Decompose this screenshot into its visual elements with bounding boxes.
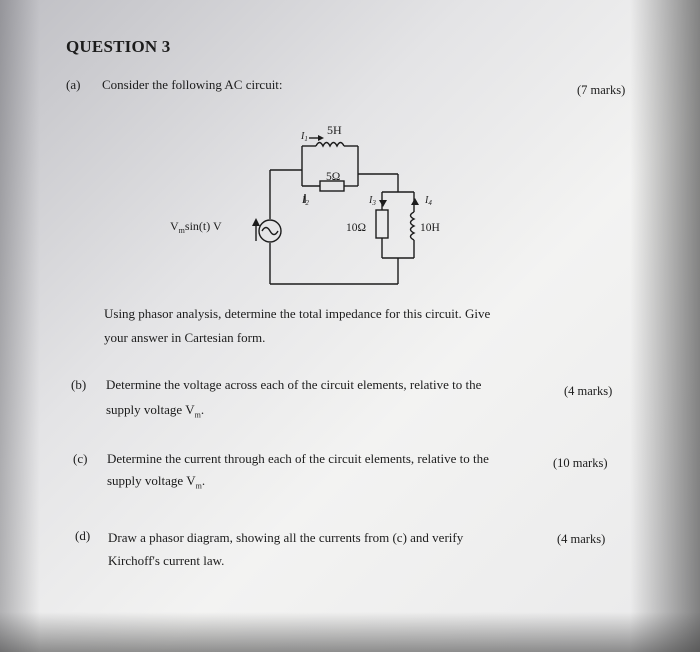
i1-arrowhead (318, 135, 324, 141)
part-a-label: (a) (66, 77, 81, 92)
label-10ohm: 10Ω (346, 222, 367, 234)
source-arrowhead (252, 218, 260, 226)
inductor-10h (411, 212, 415, 240)
label-i1: $I_1$ (301, 131, 308, 143)
part-c-line2: supply voltage $V_m$. (107, 473, 206, 491)
label-i3: $I_3$ (369, 195, 376, 207)
label-5ohm: 5Ω (326, 171, 341, 183)
i4-arrowhead (411, 198, 419, 205)
label-10h: 10H (420, 222, 440, 234)
question-heading: QUESTION 3 (66, 37, 171, 56)
part-b-label: (b) (71, 377, 87, 392)
part-b-marks: (4 marks) (564, 384, 613, 398)
part-a-intro: Consider the following AC circuit: (102, 77, 283, 92)
part-a-instruction-line2: your answer in Cartesian form. (104, 330, 266, 345)
part-d-label: (d) (75, 528, 91, 543)
part-a-instruction-line1: Using phasor analysis, determine the total impedance for this circuit. Give (104, 306, 491, 321)
ac-source-wave (262, 228, 278, 235)
part-d-marks: (4 marks) (557, 532, 606, 546)
source-label: $V_m\sin(t)$ V (170, 219, 222, 235)
part-d-line2: Kirchoff's current law. (108, 553, 225, 568)
part-d-line1: Draw a phasor diagram, showing all the currents from (c) and verify (108, 530, 464, 545)
part-b-line2: supply voltage $V_m$. (106, 402, 205, 420)
part-c-marks: (10 marks) (553, 456, 608, 470)
part-c-line1: Determine the current through each of the circuit elements, relative to the (107, 451, 489, 466)
inductor-5h (316, 143, 344, 147)
label-i2: $I_2$ (302, 195, 309, 207)
part-b-line1: Determine the voltage across each of the circuit elements, relative to the (106, 377, 482, 392)
part-c-label: (c) (73, 451, 88, 466)
label-i4: $I_4$ (425, 195, 432, 207)
resistor-10ohm (376, 210, 388, 238)
i3-arrowhead (379, 200, 387, 207)
label-5h: 5H (327, 123, 342, 137)
part-a-marks: (7 marks) (577, 83, 626, 97)
